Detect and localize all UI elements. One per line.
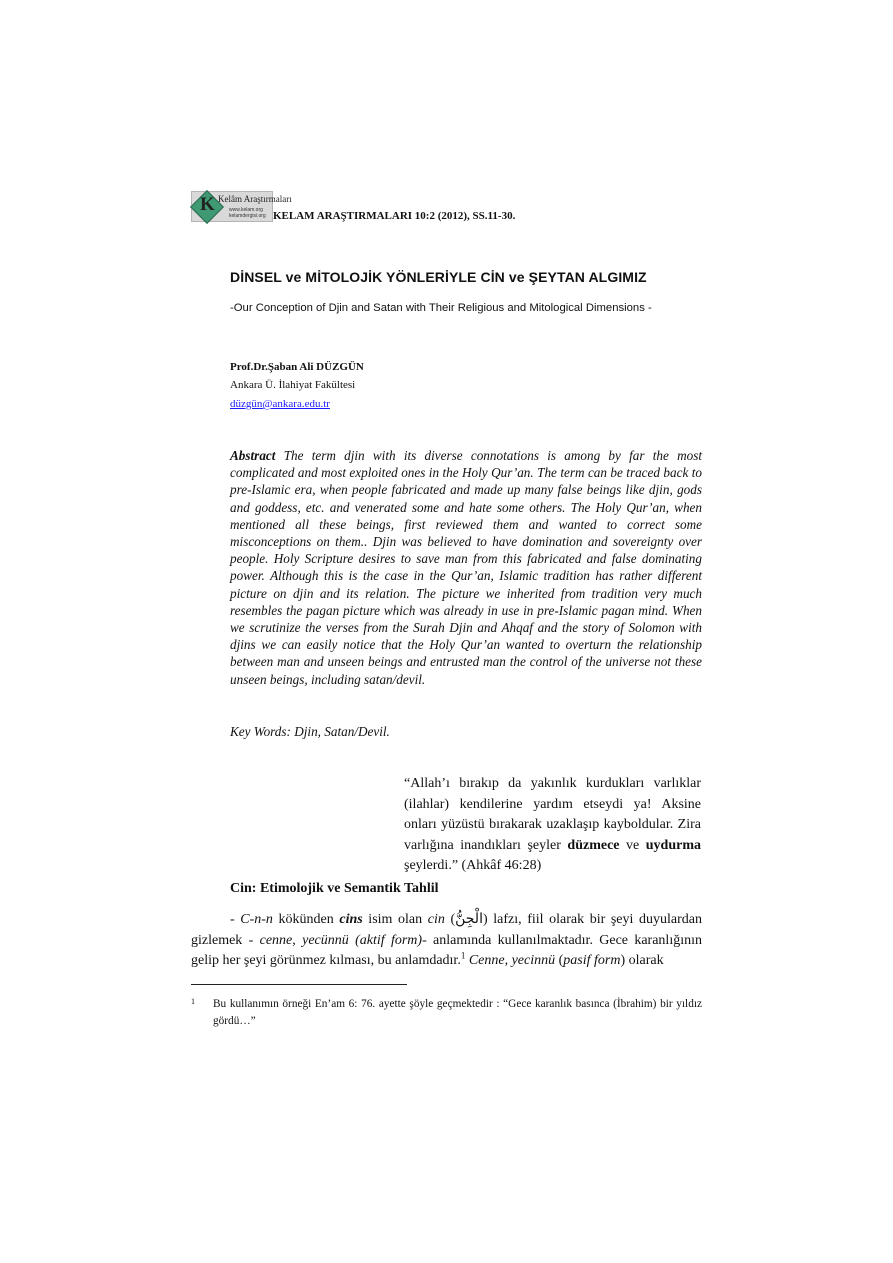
p-cenne-yecinnu: Cenne, yecinnü (468, 953, 556, 968)
p-cenne: cenne (259, 932, 293, 948)
p-cins: cins (339, 912, 363, 927)
epigraph-bold-2: uydurma (645, 837, 701, 853)
abstract-label: Abstract (230, 448, 276, 463)
epigraph-part-3: şeylerdi.” (Ahkâf 46:28) (404, 858, 542, 874)
logo-url-line-1: www.kelam.org (229, 207, 263, 213)
p-dash: - (230, 912, 241, 927)
p-text-4: - anlamında kullanılmaktadır. Gece karanlığının gelip her şeyi görünmez kılması, bu anlamdadır. (191, 932, 702, 968)
epigraph-quote (404, 774, 701, 877)
author-email-link[interactable]: düzgün@ankara.edu.tr (230, 398, 330, 410)
epigraph-part-2: ve (619, 837, 646, 853)
logo-url-line-2: kelamdergisi.org (229, 213, 266, 219)
p-text-1: kökünden (272, 912, 340, 927)
logo-url (229, 207, 266, 219)
journal-citation: KELAM ARAŞTIRMALARI 10:2 (2012), SS.11-30. (273, 210, 516, 222)
footnote-number: 1 (191, 997, 195, 1006)
epigraph-bold-1: düzmece (567, 837, 620, 853)
footnote-divider (191, 984, 407, 985)
p-pasif-form: pasif form (563, 953, 621, 968)
journal-logo (191, 191, 292, 222)
body-paragraph (191, 910, 702, 972)
abstract-text: The term djin with its diverse connotations is among by far the most complicated and most exploited ones in the Holy Qur’an. The term can be traced back to pre-Islamic era, when people fabricated and made up many false beings like djin, gods and goddess, etc. and venerated some and hate some others. The Holy Qur’an, when mentioned all these beings, first reviewed them and wanted to correct some misconceptions on them.. Djin was believed to have domination and sovereignty over people. Holy Scripture desires to save man from this fabricated and false dominating power. Although this is the case in the Qur’an, Islamic tradition has rather different picture on djin and its relation. The picture we inherited from tradition very much resembles the pagan picture which was already in use in pre-Islamic pagan mind. When we scrutinize the verses from the Surah Djin and Ahqaf and the story of Solomon with djins we can easily notice that the Holy Qur’an wanted to overturn the relationship between man and unseen beings and entrusted man the control of the universe not these unseen beings, including satan/devil. (230, 448, 703, 687)
logo-title: Kelâm Araştırmaları (218, 194, 292, 204)
p-text-3: ) lafzı, fiil olarak bir şeyi duyulardan gizlemek - (191, 912, 702, 948)
p-open-paren: ( (444, 912, 456, 927)
p-comma: , (292, 932, 303, 948)
p-text-2: isim olan (362, 912, 428, 927)
epigraph-part-1: “Allah’ı bırakıp da yakınlık kurdukları varlıklar (ilahlar) kendilerine yardım etseydi ya! Aksine onları yüzüstü bırakarak uzaklaşıp kayboldular. Zira varlığına inandıkları şeyler (404, 776, 701, 853)
p-text-6: ) olarak (620, 953, 664, 968)
footnote-text: Bu kullanımın örneği En’am 6: 76. ayette şöyle geçmektedir : “Gece karanlık basınca (İbrahim) bir yıldız gördü…” (213, 998, 702, 1027)
p-root: C-n-n (240, 912, 273, 927)
abstract (230, 447, 702, 688)
p-text-5: ( (555, 953, 564, 968)
author-affiliation: Ankara Ü. İlahiyat Fakültesi (230, 379, 356, 391)
article-title: DİNSEL ve MİTOLOJİK YÖNLERİYLE CİN ve ŞEYTAN ALGIMIZ (230, 269, 647, 285)
p-yecunnu: yecünnü (aktif form) (302, 932, 423, 948)
keywords: Key Words: Djin, Satan/Devil. (230, 724, 390, 739)
p-cin: cin (427, 912, 445, 927)
body-text (191, 910, 702, 972)
footnote-ref[interactable]: 1 (460, 950, 466, 961)
logo-letter: K (200, 194, 215, 215)
p-arabic-term: الْجِنُّ (455, 912, 483, 927)
author-name: Prof.Dr.Şaban Ali DÜZGÜN (230, 361, 364, 373)
section-heading: Cin: Etimolojik ve Semantik Tahlil (230, 881, 439, 896)
article-subtitle: -Our Conception of Djin and Satan with Their Religious and Mitological Dimensions - (230, 302, 652, 314)
footnote (191, 996, 702, 1030)
